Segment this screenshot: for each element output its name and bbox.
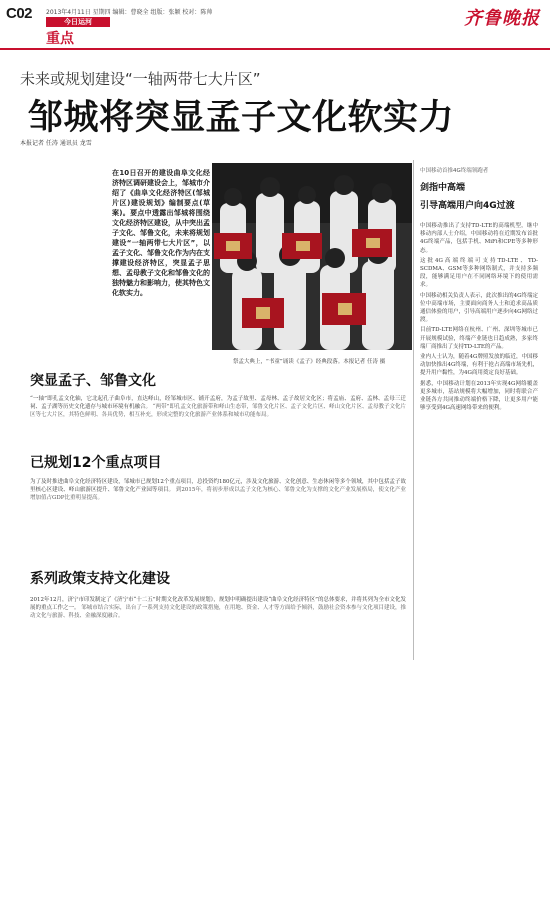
section-body-1 [30, 395, 406, 445]
story-kicker: 未来或规划建设“一轴两带七大片区” [20, 70, 261, 88]
sidebar-para: 业内人士认为，随着4G牌照发放的临近，中国移动加快推出4G终端，有利于抢占高端市场先机，提升用户黏性，为4G商用奠定良好基础。 [420, 354, 538, 377]
section-body-3 [30, 596, 406, 654]
sidebar-body [420, 222, 538, 890]
section-1-para-2: “两带”即孔孟文化旅游带和峄山生态带，邹鲁文化片区、孟子文化片区、峄山文化片区、孟母教子文化片区等七大片区，其特色鲜明、各具优势，相互补充，形成完整的文化旅游产业体系和城市功能布局。 [30, 404, 406, 419]
photo-caption: 祭孟大典上，“书童”诵读《孟子》经典段落。本报记者 任涛 摄 [233, 359, 386, 365]
section-heading-3: 系列政策支持文化建设 [30, 571, 170, 587]
section-heading-1: 突显孟子、邹鲁文化 [30, 373, 156, 389]
section-body-2 [30, 478, 406, 558]
sidebar-para: 中国移动推出了支持TD-LTE的高端机型，继中移动内部人士介绍，中国移动将在近期发布首批4G终端产品，包括手机、MiFi和CPE等多种形态。 [420, 223, 538, 254]
page-code: C02 [6, 5, 33, 22]
newspaper-logo: 齐鲁晚报 [464, 8, 540, 29]
story-photo [212, 163, 412, 350]
sidebar-kicker: 中国移动首推4G终端领跑者 [420, 168, 489, 174]
sidebar-para: 目前TD-LTE网络在杭州、广州、深圳等城市已开展规模试验，终端产业链也日趋成熟，多家终端厂商推出了支持TD-LTE的产品。 [420, 327, 538, 350]
section-label: 今日运河 [46, 17, 110, 27]
section-3-para-1: 2012年12月，济宁市印发制定了《济宁市“十二五”时期文化改革发展规划》，规划中明确提出建设“曲阜文化经济特区”的总体要求，并将其列为全市文化发展的重点工作之一。 [30, 597, 406, 612]
issue-info: 2013年4月11日 星期四 编辑：曹晓全 组版：张颖 校对：陈帅 [46, 9, 213, 16]
section-1-para-1: “一轴”即孔孟文化轴，它北起孔子曲阜市，直达峄山，经邹城市区、铺开孟府，为孟子故里、孟母林、孟子故居文化区；将孟庙、孟府、孟林、孟母三迁祠、孟子湖等历史文化遗存与城市环境有机融合。 [30, 396, 406, 411]
section-3-para-2: 邹城市结合实际，出台了一系列支持文化建设的政策措施，在用地、资金、人才等方面给予倾斜，鼓励社会资本参与文化项目建设，推动文化与旅游、科技、金融深度融合。 [30, 605, 406, 620]
sidebar-para: 这批4G高端终端可支持TD-LTE、TD-SCDMA、GSM等多种网络制式，并支持多频段，能够满足用户在不同网络环境下的使用需求。 [420, 257, 538, 289]
sidebar-para: 据悉，中国移动计划在2013年实现4G网络覆盖更多城市，基站规模将大幅增加，同时将联合产业链各方共同推动终端价格下降，让更多用户能够享受到4G高速网络带来的便利。 [420, 380, 538, 412]
header-rule [0, 48, 550, 50]
section-2-para-1: 为了及时推进曲阜文化经济特区建设，邹城市已规划12个重点项目，总投资约180亿元，涉及文化旅游、文化创意、生态休闲等多个领域，其中包括孟子故里核心区建设、峄山旅游区提升、邹鲁文化产业园等项目。 [30, 479, 406, 494]
choir-photo-illustration [212, 163, 412, 350]
sidebar-title: 剑指中高端 [420, 183, 466, 193]
sidebar-para: 中国移动相关负责人表示，此次推出的4G终端定位中高端市场，主要面向商务人士和追求高品质通信体验的用户，引导高端用户逐步向4G网络过渡。 [420, 292, 538, 324]
section-sub-label: 重点 [46, 31, 74, 47]
story-lead: 在10日召开的建设曲阜文化经济特区调研建设会上，邹城市介绍了《曲阜文化经济特区(邹城片区)建设规划》编制要点(草案)。要点中透露出邹城将围绕文化经济特区建设，从中突出孟子文化、邹鲁文化，未来将规划建设“一轴两带七大片区”，以孟子文化、邹鲁文化作为内在支撑建设经济特区，突显孟子思想、孟母教子文化和邹鲁文化的独特魅力和影响力，使其特色文化软实力。 [112, 169, 210, 297]
story-byline: 本报记者 任涛 通讯员 龙雪 [20, 140, 92, 147]
sidebar-subtitle: 引导高端用户向4G过渡 [420, 201, 515, 211]
section-heading-2: 已规划12个重点项目 [30, 455, 162, 471]
column-divider [413, 160, 414, 660]
section-2-para-2: 到2015年，将初步形成以孟子文化为核心、邹鲁文化为支撑的文化产业发展格局，使文化产业增加值占GDP比重明显提高。 [30, 487, 406, 502]
story-headline: 邹城将突显孟子文化软实力 [28, 98, 455, 138]
